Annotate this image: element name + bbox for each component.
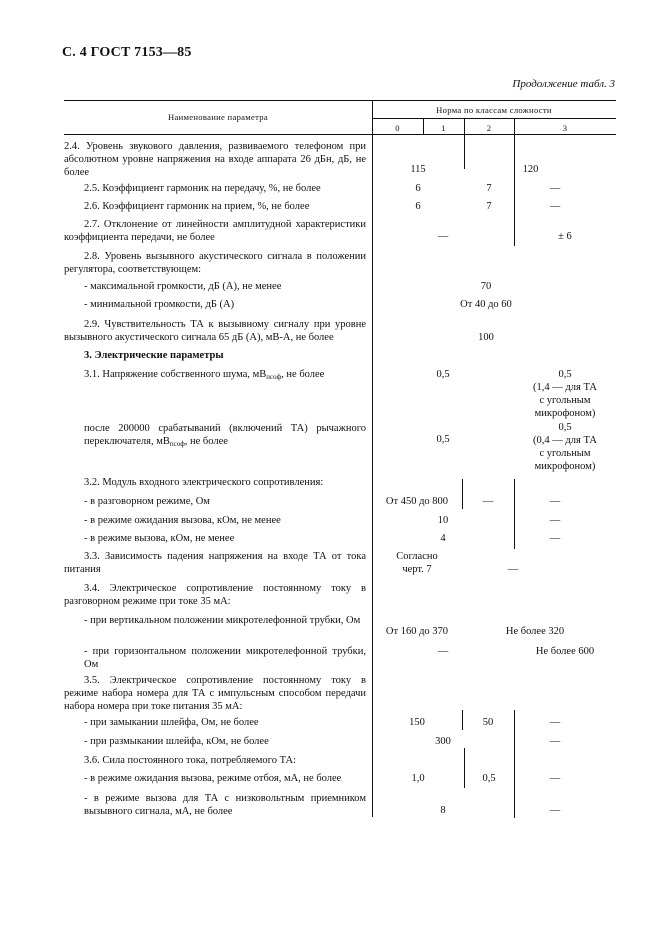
row-2-4-class-0-1: 115 [410,164,426,175]
row-2-4-label: 2.4. Уровень звукового давления, развиваемого телефоном при абсолютном уровне напряжения на входе аппарата 26 дБн, дБ, не более [64,141,366,178]
row-3-5-close-label: - при замыкании шлейфа, Ом, не более [84,717,259,728]
header-class-2: 2 [486,123,492,133]
row-2-4-class-2-3: 120 [522,164,539,175]
row-3-4-vertical-label: - при вертикальном положении микротелефонной трубки, Ом [84,615,361,626]
page-header-title: С. 4 ГОСТ 7153—85 [62,45,192,60]
row-2-6-class-2: 7 [486,201,492,212]
row-2-5-label: 2.5. Коэффициент гармоник на передачу, %, не более [84,183,321,194]
row-2-9-label: 2.9. Чувствительность ТА к вызывному сигналу при уровне вызывного акустического сигнала 65 дБ (А), мВ-А, не более [64,319,366,343]
row-3-6-call-label: - в режиме вызова для ТА с низковольтным приемником вызывного сигнала, мА, не более [84,793,366,817]
row-2-6-class-0-1: 6 [415,201,421,212]
row-2-9-value: 100 [478,332,494,343]
row-3-3-class-1-3: — [507,564,519,575]
row-3-2-talk-class-0-1: От 450 до 800 [385,496,449,507]
header-group-rule [372,118,616,119]
row-3-2-label: 3.2. Модуль входного электрического сопротивления: [84,477,324,488]
row-3-4-vertical-class-2-3: Не более 320 [505,626,565,637]
row-3-4-vertical-class-0-1: От 160 до 370 [385,626,449,637]
row-3-6-call-class-3: — [549,805,561,816]
row-3-2-talk-class-3: — [549,496,561,507]
row-3-3-class-0: Согласно черт. 7 [396,551,438,575]
header-norm-group: Норма по классам сложности [436,105,552,115]
row-2-5-class-3: — [549,183,561,194]
row-2-7-label: 2.7. Отклонение от линейности амплитудной характеристики коэффициента передачи, не более [64,219,366,243]
row-3-2-wait-class-0-2: 10 [437,515,449,526]
row-2-8-max-label: - максимальной громкости, дБ (А), не менее [84,281,282,292]
row-3-6-call-class-0-2: 8 [440,805,446,816]
row-3-2-wait-label: - в режиме ожидания вызова, кОм, не менее [84,515,281,526]
header-class-0: 0 [395,123,400,133]
table-continuation-note: Продолжение табл. 3 [512,78,615,90]
row-3-6-wait-class-0-1: 1,0 [411,773,425,784]
row-2-8-label: 2.8. Уровень вызывного акустического сигнала в положении регулятора, соответствующем: [64,251,366,275]
row-3-2-talk-label: - в разговорном режиме, Ом [84,496,210,507]
row-3-5-open-class-3: — [549,736,561,747]
row-3-5-label: 3.5. Электрическое сопротивление постоянному току в режиме набора номера для ТА с импульсным способом передачи набора номера при токе питания 35 мА: [64,675,366,712]
row-2-8-min-label: - минимальной громкости, дБ (А) [84,299,235,310]
row-3-2-call-class-3: — [549,533,561,544]
row-3-2-call-class-0-2: 4 [440,533,446,544]
row-2-8-min-value: От 40 до 60 [460,299,512,310]
row-3-1-after-class-0-2: 0,5 [436,434,450,445]
header-parameter-name: Наименование параметра [167,112,269,122]
row-3-2-talk-class-2: — [482,496,494,507]
row-2-8-max-value: 70 [480,281,492,292]
row-3-5-open-class-0-2: 300 [435,736,451,747]
row-2-5-class-0-1: 6 [415,183,421,194]
row-3-3-label: 3.3. Зависимость падения напряжения на входе ТА от тока питания [64,551,366,575]
row-3-6-wait-class-3: — [549,773,561,784]
row-2-7-class-0-2: — [437,231,449,242]
row-3-5-close-class-2: 50 [482,717,494,728]
section-3-title: 3. Электрические параметры [84,350,224,361]
row-2-6-label: 2.6. Коэффициент гармоник на прием, %, не более [84,201,310,212]
row-2-5-class-2: 7 [486,183,492,194]
row-3-4-horizontal-class-0-2: — [437,646,449,657]
header-class-1: 1 [441,123,446,133]
row-3-1-after-class-3: 0,5 (0,4 — для ТА с угольным микрофоном) [533,422,597,472]
row-3-4-horizontal-label: - при горизонтальном положении микротелефонной трубки, Ом [84,646,366,670]
row-3-6-label: 3.6. Сила постоянного тока, потребляемого ТА: [84,755,296,766]
row-3-5-close-class-3: — [549,717,561,728]
row-3-6-wait-label: - в режиме ожидания вызова, режиме отбоя, мА, не более [84,773,342,784]
row-3-5-open-label: - при размыкании шлейфа, кОм, не более [84,736,269,747]
row-3-1-class-0-2: 0,5 [436,369,450,380]
row-3-2-wait-class-3: — [549,515,561,526]
header-class-3: 3 [562,123,568,133]
row-3-1-label: 3.1. Напряжение собственного шума, $мВ_{псоф}$, не более [84,369,325,381]
table-top-rule [64,100,616,101]
row-3-6-wait-class-2: 0,5 [482,773,496,784]
row-3-1-class-3: 0,5 (1,4 — для ТА с угольным микрофоном) [533,369,597,419]
row-3-1-after-label: после 200000 срабатываний (включений ТА) рычажного переключателя, $мВ_{псоф}$, не более [84,423,366,448]
row-3-2-call-label: - в режиме вызова, кОм, не менее [84,533,235,544]
row-2-7-class-3: ± 6 [558,231,572,242]
row-3-4-label: 3.4. Электрическое сопротивление постоянному току в разговорном режиме при токе 35 мА: [64,583,366,607]
row-3-4-horizontal-class-3: Не более 600 [535,646,595,657]
row-3-5-close-class-0-1: 150 [409,717,425,728]
row-2-6-class-3: — [549,201,561,212]
parameters-table [64,100,616,817]
